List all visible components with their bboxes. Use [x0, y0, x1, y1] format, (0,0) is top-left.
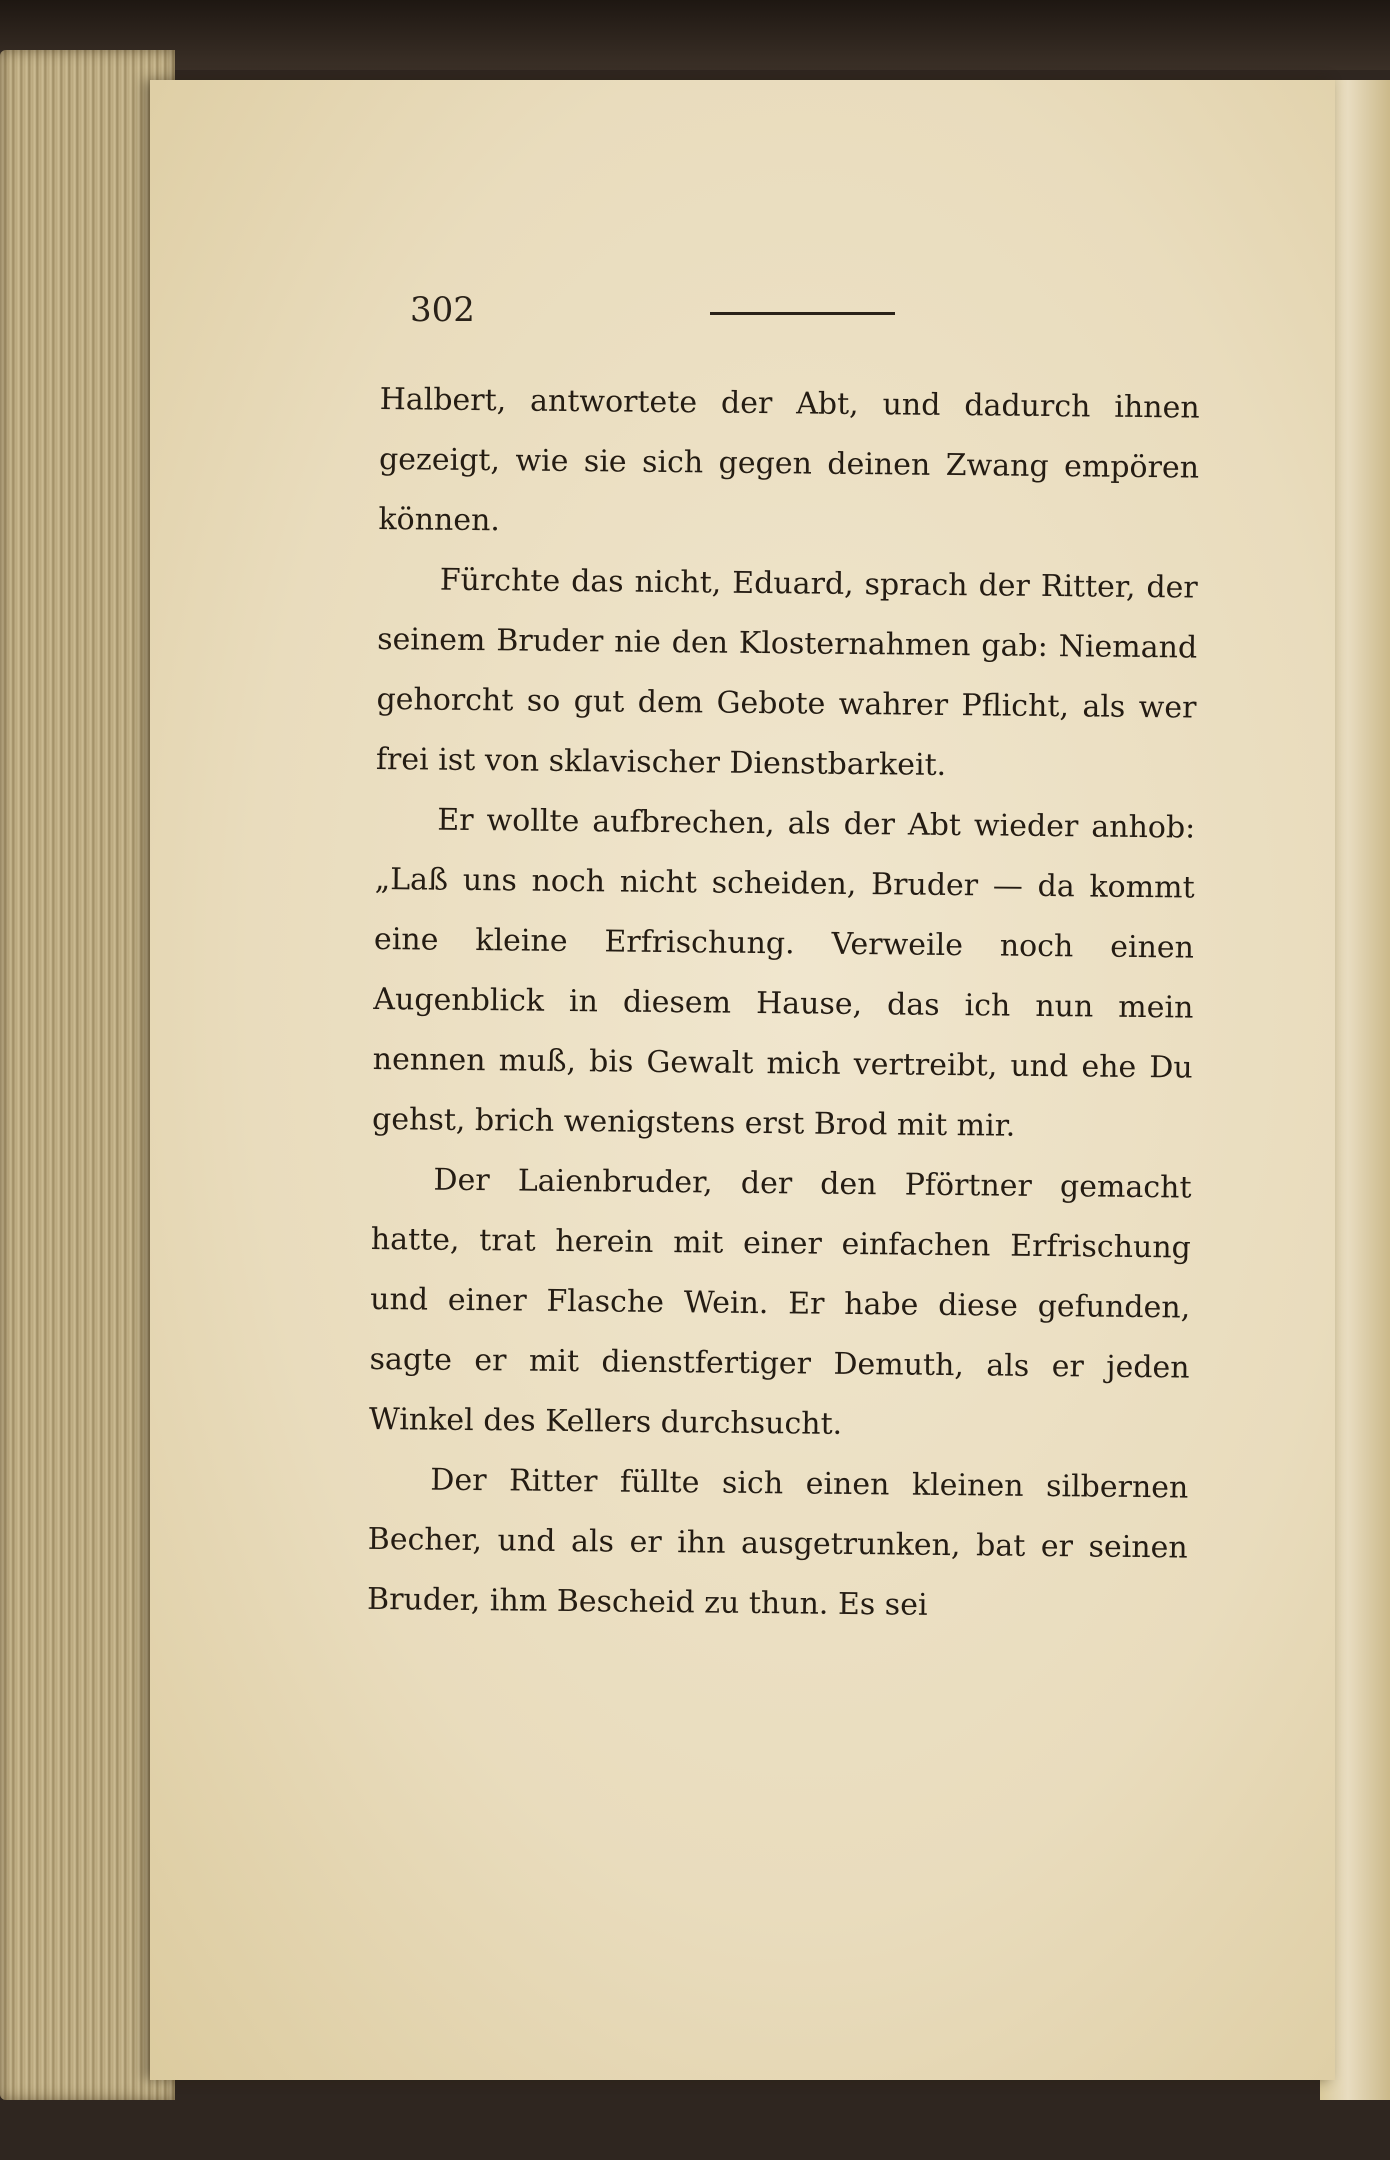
page-header: [410, 290, 1190, 340]
paragraph: Der Ritter füllte sich einen kleinen silbernen Becher, und als er ihn ausgetrunken, bat er seinen Bruder, ihm Bescheid zu thun. Es sei: [366, 1462, 1189, 1623]
paragraph: Er wollte aufbrechen, als der Abt wieder anhob: „Laß uns noch nicht scheiden, Bruder — da kommt eine kleine Erfrischung. Verweile noch einen Augenblick in diesem Hause, das ich nun mein nennen muß, bis Gewalt mich vertreibt, und ehe Du gehst, brich wenigstens erst Brod mit mir.: [371, 802, 1196, 1144]
paragraph: Fürchte das nicht, Eduard, sprach der Ritter, der seinem Bruder nie den Klosternahmen gab: Niemand gehorcht so gut dem Gebote wahrer Pflicht, als wer frei ist von sklavischer Dienstbarkeit.: [375, 562, 1198, 783]
book-cover-edge: [0, 0, 1390, 70]
paragraph: Der Laienbruder, der den Pförtner gemacht hatte, trat herein mit einer einfachen Erfrischung und einer Flasche Wein. Er habe diese gefunden, sagte er mit dienstfertiger Demuth, als er jeden Winkel des Kellers durchsucht.: [368, 1162, 1192, 1442]
body-text: [367, 370, 1200, 1639]
page-edges: [0, 50, 175, 2100]
paragraph: Halbert, antwortete der Abt, und dadurch ihnen gezeigt, wie sie sich gegen deinen Zwang empören können.: [378, 381, 1200, 539]
page-number: 302: [410, 290, 475, 330]
header-rule: [710, 312, 895, 315]
